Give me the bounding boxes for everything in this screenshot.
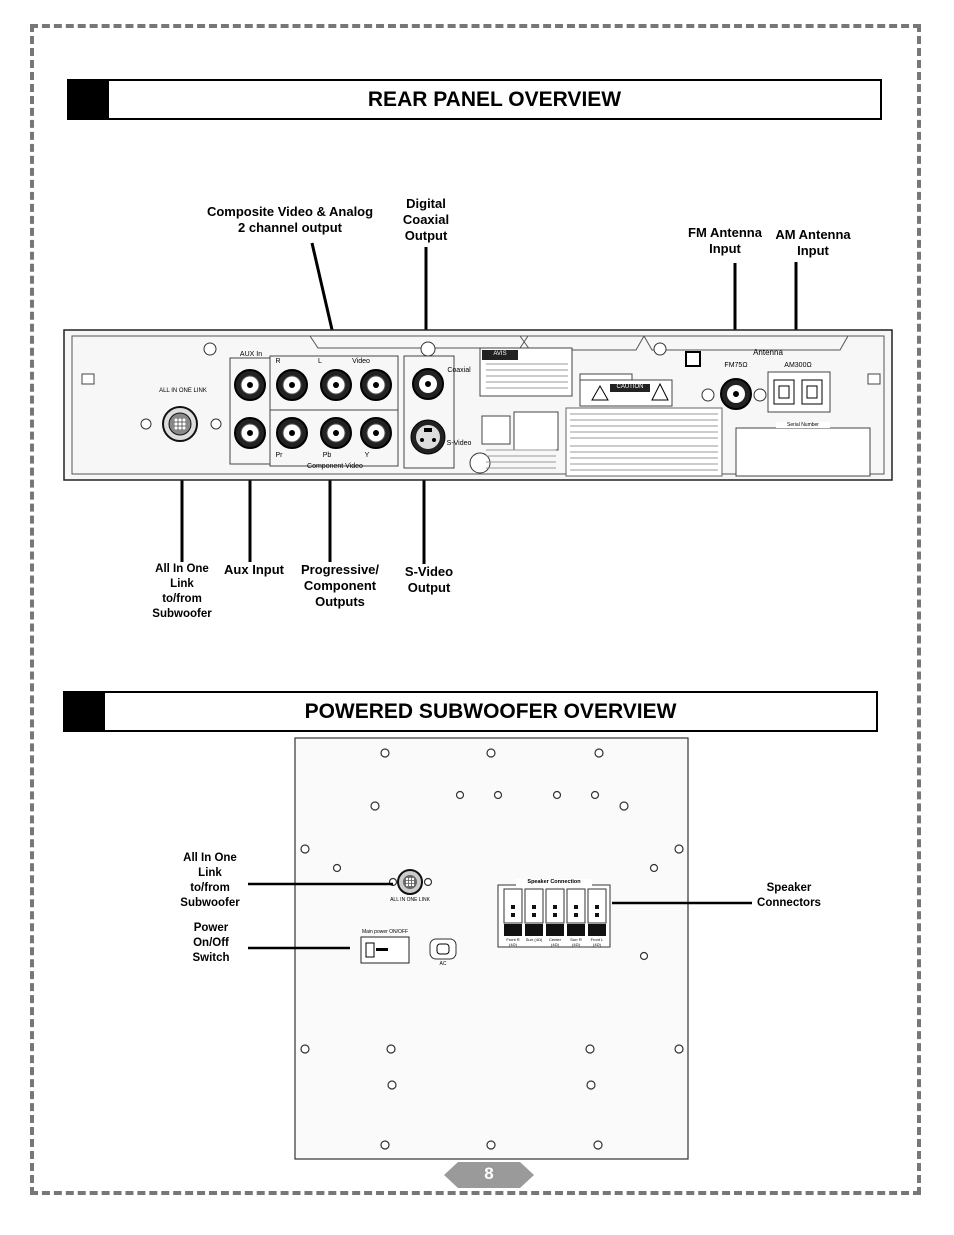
power-switch-label: Power On/Off Switch (192, 922, 230, 964)
am300-text: AM300Ω (784, 362, 812, 369)
aux-in-text: AUX In (239, 351, 263, 358)
y-text: Y (364, 452, 370, 459)
pr-text: Pr (275, 452, 283, 459)
progressive-component-label: Progressive/ Component Outputs (300, 562, 380, 609)
pb-text: Pb (322, 452, 332, 459)
fm-antenna-label: FM Antenna Input (688, 225, 762, 256)
channel-label: Front R (4Ω) (506, 937, 520, 947)
all-in-one-link-label: All In One Link to/from Subwoofer (152, 563, 212, 620)
component-video-text: Component Video (307, 463, 363, 470)
channel-label: Surr (4Ω) (525, 937, 543, 942)
antenna-text: Antenna (753, 348, 783, 357)
sub-all-in-one-text: ALL IN ONE LINK (390, 897, 430, 903)
main-power-text: Main power ON/OFF (361, 929, 409, 935)
fm75-text: FM75Ω (724, 362, 748, 369)
avis-text: AVIS (493, 351, 507, 357)
speaker-connectors-label: Speaker Connectors (757, 882, 821, 909)
video-text: Video (352, 358, 370, 365)
composite-video-label: Composite Video & Analog 2 channel output (206, 204, 374, 235)
ac-text: AC (439, 961, 447, 967)
digital-coaxial-label: Digital Coaxial Output (402, 196, 450, 243)
svideo-output-label: S-Video Output (404, 564, 454, 595)
rear-panel-title: REAR PANEL OVERVIEW (367, 87, 622, 111)
caution-text: CAUTION (616, 384, 644, 390)
l-text: L (318, 358, 322, 365)
aux-input-label: Aux Input (224, 562, 284, 577)
all-in-one-panel-text: ALL IN ONE LINK (159, 388, 207, 394)
svideo-text: S-Video (446, 440, 472, 447)
channel-label: Front L (4Ω) (590, 937, 604, 947)
channel-label: Surr R (4Ω) (570, 937, 582, 947)
am-antenna-label: AM Antenna Input (775, 227, 851, 258)
subwoofer-title: POWERED SUBWOOFER OVERVIEW (304, 699, 677, 723)
page-number (444, 1162, 534, 1188)
coaxial-text: Coaxial (447, 367, 471, 374)
r-text: R (275, 358, 281, 365)
page-number-text: 8 (484, 1164, 494, 1183)
serial-number-text: Serial Number (776, 422, 830, 428)
sub-all-in-one-label: All In One Link to/from Subwoofer (180, 852, 240, 909)
speaker-connection-text: Speaker Connection (516, 879, 592, 886)
channel-label: Center (4Ω) (548, 937, 561, 947)
